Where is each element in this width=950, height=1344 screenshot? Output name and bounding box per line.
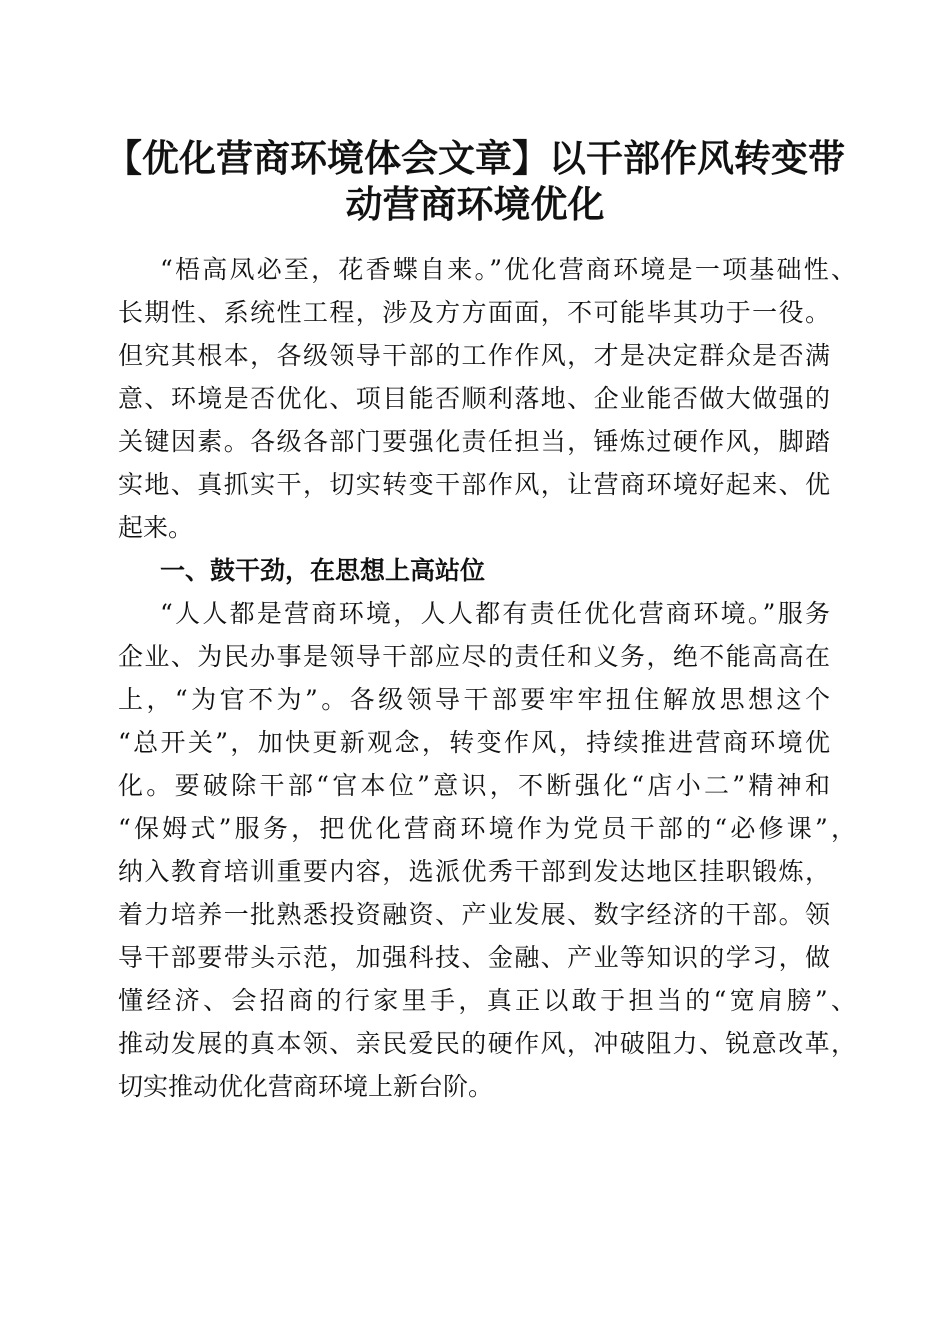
text-line: 企业、为民办事是领导干部应尽的责任和义务，绝不能高高在	[118, 642, 830, 671]
title-line-1: 【优化营商环境体会文章】以干部作风转变带	[105, 137, 845, 180]
text-line: 起来。	[118, 513, 194, 542]
text-line: “保姆式”服务，把优化营商环境作为党员干部的“必修课”，	[118, 814, 856, 843]
text-line: 上，“为官不为”。各级领导干部要牢牢扭住解放思想这个	[118, 685, 830, 714]
text-line: 导干部要带头示范，加强科技、金融、产业等知识的学习，做	[118, 943, 830, 972]
text-line: 纳入教育培训重要内容，选派优秀干部到发达地区挂职锻炼，	[118, 857, 830, 886]
text-line: 化。要破除干部“官本位”意识，不断强化“店小二”精神和	[118, 771, 830, 800]
text-line: “人人都是营商环境，人人都有责任优化营商环境。”服务	[160, 599, 830, 628]
text-line: 推动发展的真本领、亲民爱民的硬作风，冲破阻力、锐意改革，	[118, 1029, 856, 1058]
section-heading: 一、鼓干劲，在思想上高站位	[160, 556, 486, 585]
text-line: “总开关”，加快更新观念，转变作风，持续推进营商环境优	[118, 728, 830, 757]
text-line: 实地、真抓实干，切实转变干部作风，让营商环境好起来、优	[118, 470, 830, 499]
text-line: 关键因素。各级各部门要强化责任担当，锤炼过硬作风，脚踏	[118, 427, 830, 456]
title-line-2: 动营商环境优化	[345, 183, 605, 226]
document-body	[118, 248, 856, 1108]
paragraph-intro	[118, 248, 856, 549]
text-line: “梧高凤必至，花香蝶自来。”优化营商环境是一项基础性、	[160, 255, 856, 284]
paragraph-section-1	[118, 592, 856, 1108]
text-line: 长期性、系统性工程，涉及方方面面，不可能毕其功于一役。	[118, 298, 830, 327]
text-line: 切实推动优化营商环境上新台阶。	[118, 1072, 494, 1101]
text-line: 懂经济、会招商的行家里手，真正以敢于担当的“宽肩膀”、	[118, 986, 856, 1015]
text-line: 但究其根本，各级领导干部的工作作风，才是决定群众是否满	[118, 341, 830, 370]
text-line: 意、环境是否优化、项目能否顺利落地、企业能否做大做强的	[118, 384, 830, 413]
document-title	[100, 136, 850, 228]
text-line: 着力培养一批熟悉投资融资、产业发展、数字经济的干部。领	[118, 900, 830, 929]
